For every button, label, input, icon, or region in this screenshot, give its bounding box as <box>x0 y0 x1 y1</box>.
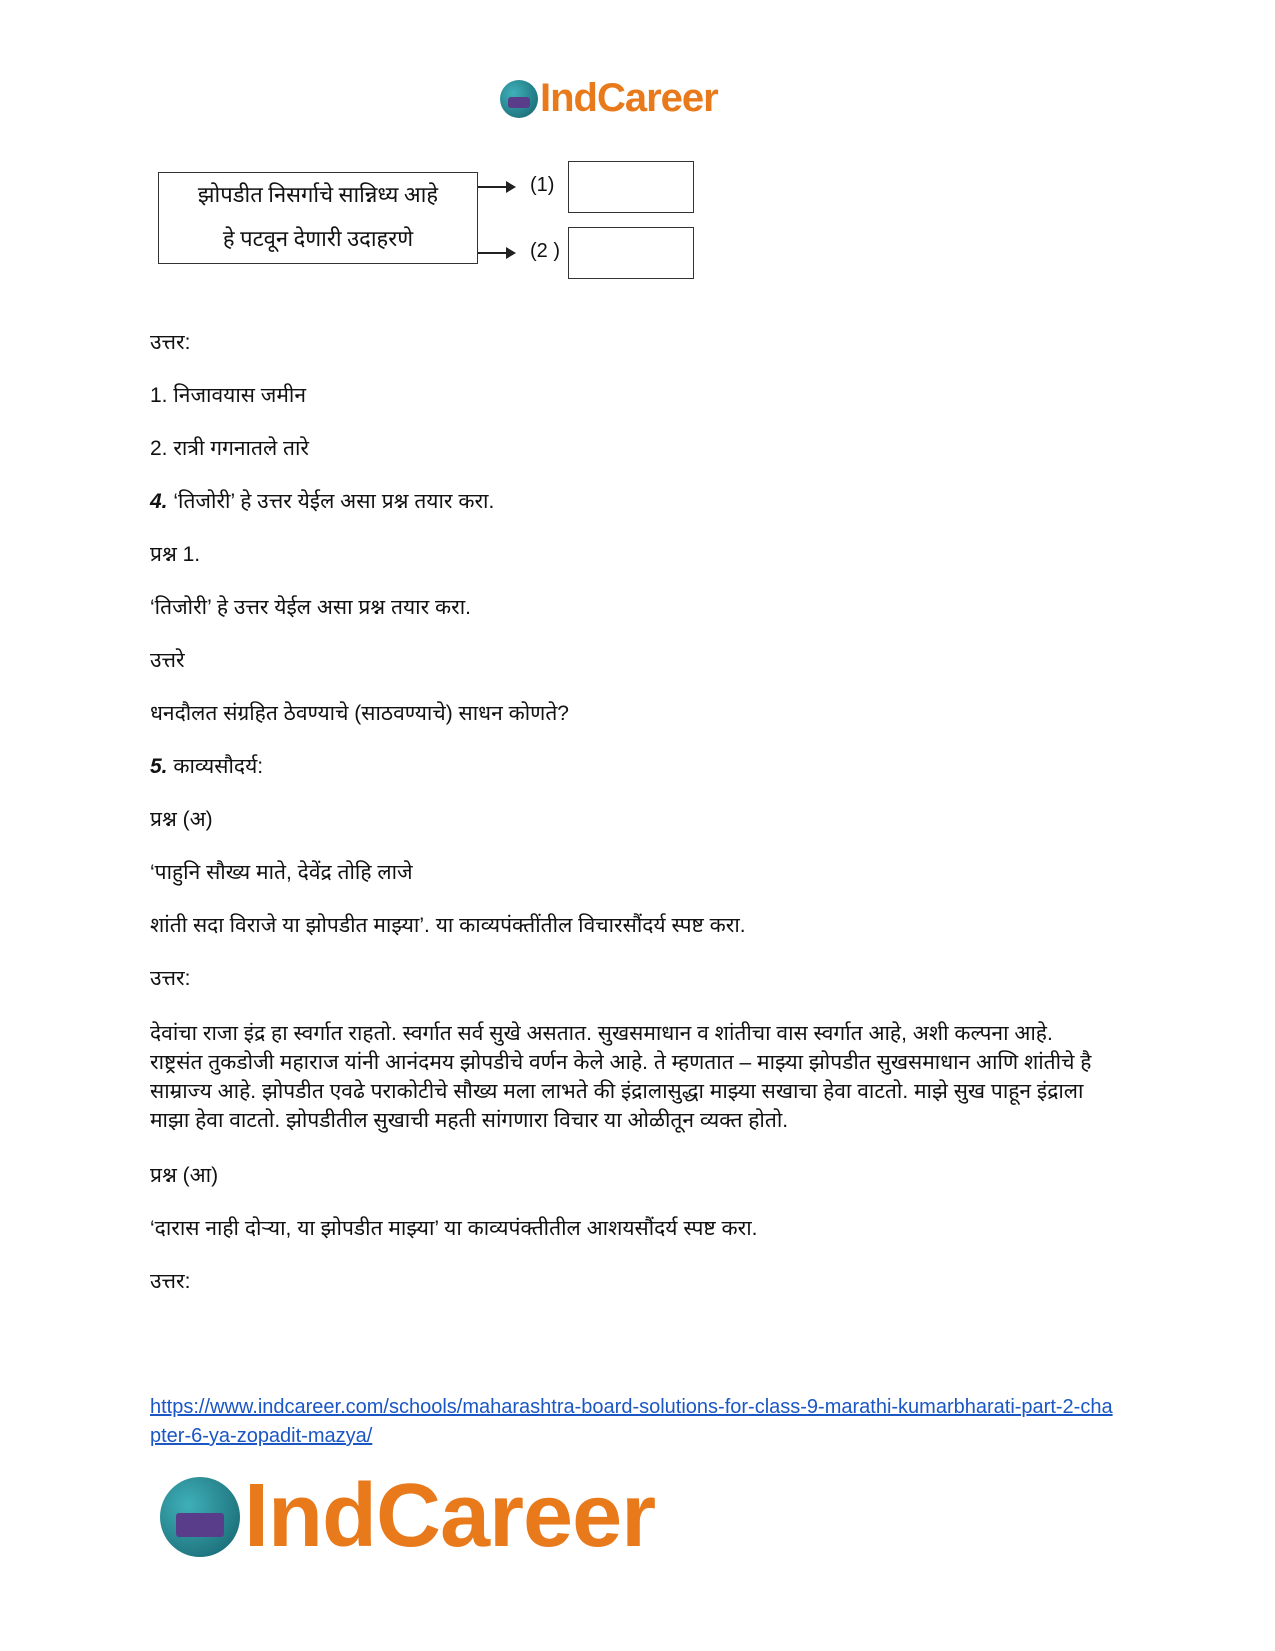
answer-label: उत्तर: <box>150 1270 191 1293</box>
answer-label: उत्तर: <box>150 967 191 990</box>
answer-label: उत्तर: <box>150 331 191 354</box>
diagram-label-2: (2 ) <box>530 240 560 262</box>
question-heading <box>150 754 1110 779</box>
answer-text: धनदौलत संग्रहित ठेवण्याचे (साठवण्याचे) साधन कोणते? <box>150 702 569 725</box>
question-heading <box>150 489 1110 514</box>
answer-item: 1. निजावयास जमीन <box>150 384 307 407</box>
footer-logo <box>160 1465 655 1568</box>
globe-book-icon <box>500 80 538 118</box>
header-logo <box>500 76 718 121</box>
arrow-icon <box>478 186 514 188</box>
question-label: प्रश्न 1. <box>150 543 201 566</box>
question-number: 5. <box>150 755 168 778</box>
answer-label: उत्तरे <box>150 649 185 672</box>
question-text: शांती सदा विराजे या झोपडीत माझ्या’. या काव्यपंक्तींतील विचारसौंदर्य स्पष्ट करा. <box>150 914 746 937</box>
empty-answer-box-1 <box>568 161 694 213</box>
question-text: ‘तिजोरी’ हे उत्तर येईल असा प्रश्न तयार करा. <box>167 490 495 513</box>
diagram-main-box <box>158 172 478 264</box>
poem-line: ‘पाहुनि सौख्य माते, देवेंद्र तोहि लाजे <box>150 861 413 884</box>
diagram-text-line1: झोपडीत निसर्गाचे सान्निध्य आहे <box>197 182 439 207</box>
diagram-label-1: (1) <box>530 174 555 196</box>
question-text: ‘तिजोरी’ हे उत्तर येईल असा प्रश्न तयार करा. <box>150 596 471 619</box>
document-content <box>150 330 1110 1322</box>
source-link[interactable]: https://www.indcareer.com/schools/maharashtra-board-solutions-for-class-9-marathi-kumarbharati-part-2-chapter-6-ya-zopadit-mazya/ <box>150 1396 1113 1447</box>
answer-item: 2. रात्री गगनातले तारे <box>150 437 310 460</box>
diagram <box>158 172 698 282</box>
question-number: 4. <box>150 490 168 513</box>
question-label: प्रश्न (आ) <box>150 1164 219 1187</box>
answer-paragraph: देवांचा राजा इंद्र हा स्वर्गात राहतो. स्वर्गात सर्व सुखे असतात. सुखसमाधान व शांतीचा वास स्वर्गात आहे, अशी कल्पना आहे. राष्ट्रसंत तुकडोजी महाराज यांनी आनंदमय झोपडीचे वर्णन केले आहे. ते म्हणतात – माझ्या झोपडीत सुखसमाधान आणि शांतीचे है साम्राज्य आहे. झोपडीत एवढे पराकोटीचे सौख्य मला लाभते की इंद्रालासुद्धा माझ्या सखाचा हेवा वाटतो. माझे सुख पाहून इंद्राला माझा हेवा वाटतो. झोपडीतील सुखाची महती सांगणारा विचार या ओळीतून व्यक्त होतो. <box>150 1022 1092 1132</box>
empty-answer-box-2 <box>568 227 694 279</box>
question-text: काव्यसौदर्य: <box>167 755 264 778</box>
question-text: ‘दारास नाही दोऱ्या, या झोपडीत माझ्या’ या काव्यपंक्तीतील आशयसौंदर्य स्पष्ट करा. <box>150 1217 758 1240</box>
header-logo-text: IndCareer <box>540 76 718 120</box>
arrow-icon <box>478 252 514 254</box>
globe-book-icon <box>160 1477 240 1557</box>
footer-logo-text: IndCareer <box>244 1466 656 1566</box>
question-label: प्रश्न (अ) <box>150 808 213 831</box>
diagram-text-line2: हे पटवून देणारी उदाहरणे <box>222 226 414 251</box>
